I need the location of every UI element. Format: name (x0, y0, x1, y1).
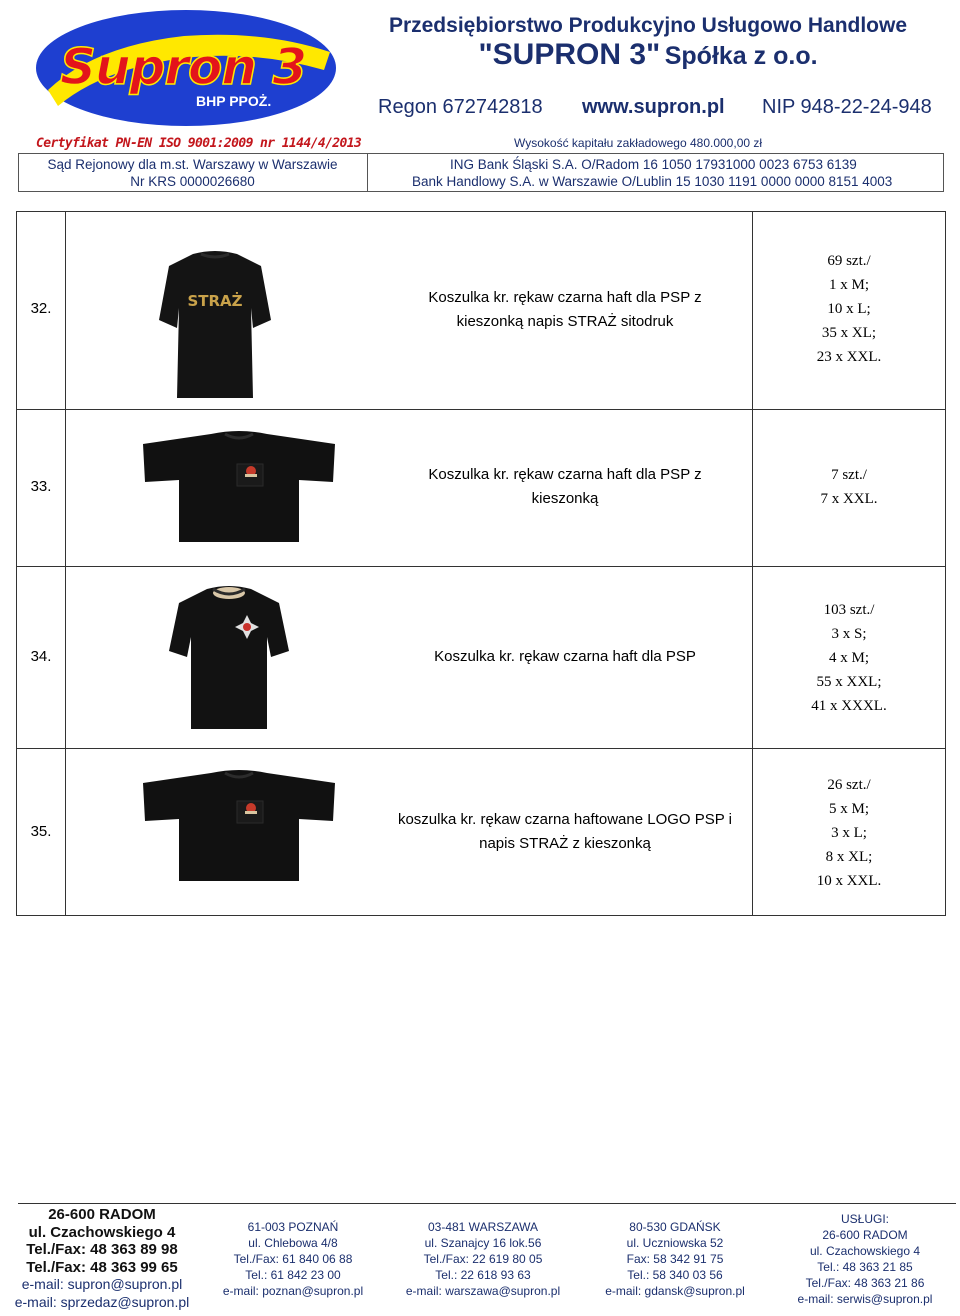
quantity-size: 3 x L; (831, 825, 867, 841)
office-email[interactable]: e-mail: gdansk@supron.pl (605, 1284, 745, 1298)
footer-gdansk-office (580, 1219, 770, 1299)
office-city: 80-530 GDAŃSK (629, 1220, 721, 1234)
office-email[interactable]: e-mail: serwis@supron.pl (797, 1292, 933, 1306)
table-row (17, 748, 945, 915)
header-divider (18, 153, 944, 154)
office-phone: Tel./Fax: 48 363 99 65 (26, 1258, 178, 1276)
office-city: 26-600 RADOM (48, 1206, 156, 1223)
quantity-size: 41 x XXXL. (811, 698, 887, 714)
office-phone: Tel.: 48 363 21 85 (817, 1260, 913, 1274)
footer-service-office (770, 1211, 960, 1307)
office-phone: Tel./Fax: 48 363 89 98 (26, 1241, 178, 1258)
logo-subtext: BHP PPOŻ. (196, 93, 272, 109)
office-city: 03-481 WARSZAWA (427, 1220, 539, 1234)
company-type: Przedsiębiorstwo Produkcyjno Usługowo Handlowe (388, 14, 908, 37)
item-number: 35. (30, 823, 52, 840)
item-description (395, 286, 735, 334)
item-number: 33. (30, 478, 52, 495)
share-capital: Wysokość kapitału zakładowego 480.000,00 zł (514, 136, 763, 150)
office-phone: Tel./Fax: 22 619 80 05 (423, 1252, 543, 1266)
black-tshirt-pocket-icon (141, 430, 337, 546)
table-row (17, 566, 945, 748)
court-registration: Sąd Rejonowy dla m.st. Warszawy w Warszawie (47, 157, 338, 172)
office-phone: Tel./Fax: 61 840 06 88 (233, 1252, 353, 1266)
description-line: kieszonką (531, 490, 599, 507)
description-line: Koszulka kr. rękaw czarna haft dla PSP (434, 648, 696, 665)
website-link[interactable]: www.supron.pl (582, 96, 725, 118)
office-phone: Tel./Fax: 48 363 21 86 (805, 1276, 925, 1290)
item-quantities (753, 249, 945, 369)
service-title: USŁUGI: (840, 1212, 889, 1226)
quantity-total: 26 szt./ (827, 777, 871, 793)
office-phone: Tel.: 22 618 93 63 (435, 1268, 531, 1282)
footer-poznan-office (198, 1219, 388, 1299)
krs-number: Nr KRS 0000026680 (130, 174, 255, 189)
item-description (395, 645, 735, 669)
description-line: Koszulka kr. rękaw czarna haft dla PSP z (428, 289, 702, 306)
item-number: 32. (30, 300, 52, 317)
logo-text: Supron 3 (60, 38, 307, 96)
table-row (17, 409, 945, 566)
office-email[interactable]: e-mail: sprzedaz@supron.pl (14, 1293, 190, 1310)
description-line: kieszonką napis STRAŻ sitodruk (456, 313, 674, 330)
office-email[interactable]: e-mail: poznan@supron.pl (222, 1284, 364, 1298)
company-logo (34, 6, 338, 128)
supron-logo-icon (34, 6, 338, 128)
company-name-main: "SUPRON 3" (478, 38, 661, 71)
shirt-print-text: STRAŻ (187, 292, 243, 310)
quantity-total: 103 szt./ (823, 602, 875, 618)
office-email[interactable]: e-mail: supron@supron.pl (21, 1276, 183, 1292)
quantity-size: 10 x XXL. (816, 873, 882, 889)
footer-warszawa-office (388, 1219, 578, 1299)
product-table (16, 211, 946, 916)
quantity-size: 23 x XXL. (816, 349, 882, 365)
iso-certificate: Certyfikat PN-EN ISO 9001:2009 nr 1144/4/2013 (36, 136, 362, 151)
quantity-size: 3 x S; (831, 626, 867, 642)
office-phone: Tel.: 58 340 03 56 (627, 1268, 723, 1282)
item-number: 34. (30, 648, 52, 665)
quantity-size: 8 x XL; (825, 849, 873, 865)
item-description (395, 808, 735, 856)
black-tshirt-pocket-icon (141, 769, 337, 885)
table-row (17, 212, 945, 409)
office-phone: Tel.: 61 842 23 00 (245, 1268, 341, 1282)
description-line: koszulka kr. rękaw czarna haftowane LOGO PSP i (397, 811, 733, 828)
quantity-size: 4 x M; (828, 650, 869, 666)
office-phone: Fax: 58 342 91 75 (626, 1252, 724, 1266)
nip-number: NIP 948-22-24-948 (762, 96, 932, 118)
quantity-size: 35 x XL; (821, 325, 877, 341)
description-line: napis STRAŻ z kieszonką (479, 835, 651, 852)
office-street: ul. Czachowskiego 4 (28, 1223, 176, 1241)
quantity-size: 7 x XXL. (820, 491, 878, 507)
office-street: ul. Czachowskiego 4 (809, 1244, 921, 1258)
office-email[interactable]: e-mail: warszawa@supron.pl (405, 1284, 561, 1298)
quantity-total: 69 szt./ (827, 253, 871, 269)
regon-number: Regon 672742818 (378, 96, 543, 118)
office-street: ul. Szanajcy 16 lok.56 (424, 1236, 542, 1250)
office-street: ul. Uczniowska 52 (626, 1236, 724, 1250)
footer-divider (18, 1203, 956, 1204)
quantity-size: 55 x XXL; (816, 674, 882, 690)
office-city: 26-600 RADOM (822, 1228, 908, 1242)
item-quantities (753, 773, 945, 893)
item-description (395, 463, 735, 511)
item-quantities (753, 598, 945, 718)
office-city: 61-003 POZNAŃ (247, 1220, 339, 1234)
registration-box-divider (367, 153, 368, 192)
company-name-suffix: Spółka z o.o. (664, 42, 818, 70)
quantity-size: 10 x L; (827, 301, 871, 317)
description-line: Koszulka kr. rękaw czarna haft dla PSP z (428, 466, 702, 483)
bank-account-ing: ING Bank Śląski S.A. O/Radom 16 1050 17931000 0023 6753 6139 (450, 157, 857, 172)
quantity-total: 7 szt./ (831, 467, 867, 483)
office-street: ul. Chlebowa 4/8 (248, 1236, 338, 1250)
black-tshirt-emblem-icon (167, 581, 291, 733)
footer-radom-office (10, 1206, 194, 1311)
quantity-size: 5 x M; (828, 801, 869, 817)
bank-account-handlowy: Bank Handlowy S.A. w Warszawie O/Lublin 15 1030 1191 0000 0000 8151 4003 (412, 174, 893, 189)
item-quantities (753, 463, 945, 511)
company-name (368, 38, 928, 72)
black-tshirt-back-straz-icon (157, 248, 273, 402)
quantity-size: 1 x M; (828, 277, 869, 293)
